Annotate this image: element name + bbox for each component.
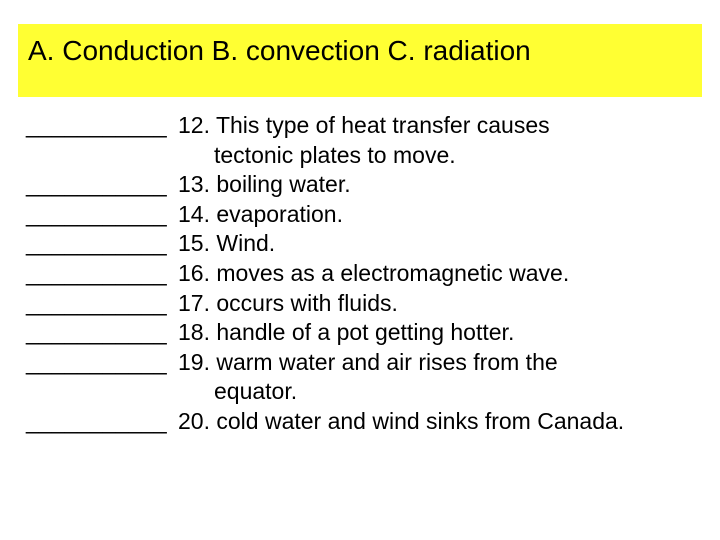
question-text	[178, 229, 275, 259]
answer-blank[interactable]: ___________	[26, 319, 167, 346]
question-text	[178, 200, 343, 230]
question-item	[26, 229, 706, 259]
question-number: 14.	[178, 200, 210, 227]
question-item	[26, 348, 706, 407]
question-line: Wind.	[216, 230, 276, 257]
question-line: warm water and air rises from the	[216, 348, 558, 375]
question-text	[178, 348, 558, 407]
question-text	[178, 170, 351, 200]
question-line: handle of a pot getting hotter.	[216, 319, 515, 346]
question-text	[178, 318, 514, 348]
question-line: moves as a electromagnetic wave.	[216, 259, 570, 286]
question-item	[26, 200, 706, 230]
question-number: 19.	[178, 348, 210, 375]
question-item	[26, 289, 706, 319]
answer-choices-text: A. Conduction B. convection C. radiation	[28, 35, 531, 66]
question-list	[26, 111, 706, 437]
question-number: 20.	[178, 407, 210, 434]
answer-blank[interactable]: ___________	[26, 289, 167, 316]
question-line: This type of heat transfer causes	[215, 112, 550, 138]
question-line: boiling water.	[216, 171, 351, 198]
answer-blank[interactable]: ___________	[26, 230, 167, 257]
question-number: 13.	[178, 171, 210, 198]
answer-blank[interactable]: ___________	[26, 200, 167, 227]
question-line: tectonic plates to move.	[214, 141, 456, 168]
question-text	[178, 111, 550, 170]
question-item	[26, 111, 706, 170]
answer-choices-banner	[18, 24, 702, 97]
question-item	[26, 259, 706, 289]
answer-blank[interactable]: ___________	[26, 348, 167, 375]
question-text	[178, 259, 569, 289]
answer-blank[interactable]: ___________	[26, 407, 167, 434]
question-text	[178, 289, 398, 319]
question-number: 18.	[178, 319, 210, 346]
question-number: 15.	[178, 230, 210, 257]
question-number: 12.	[178, 112, 210, 138]
question-line: equator.	[214, 378, 298, 405]
question-line: evaporation.	[216, 200, 343, 227]
answer-blank[interactable]: ___________	[26, 171, 167, 198]
question-item	[26, 170, 706, 200]
answer-blank[interactable]: ___________	[26, 112, 167, 138]
question-item	[26, 318, 706, 348]
answer-blank[interactable]: ___________	[26, 259, 167, 286]
question-line: cold water and wind sinks from Canada.	[216, 407, 625, 434]
question-number: 17.	[178, 289, 210, 316]
question-number: 16.	[178, 259, 210, 286]
question-line: occurs with fluids.	[216, 289, 398, 316]
question-text	[178, 407, 624, 437]
question-item	[26, 407, 706, 437]
